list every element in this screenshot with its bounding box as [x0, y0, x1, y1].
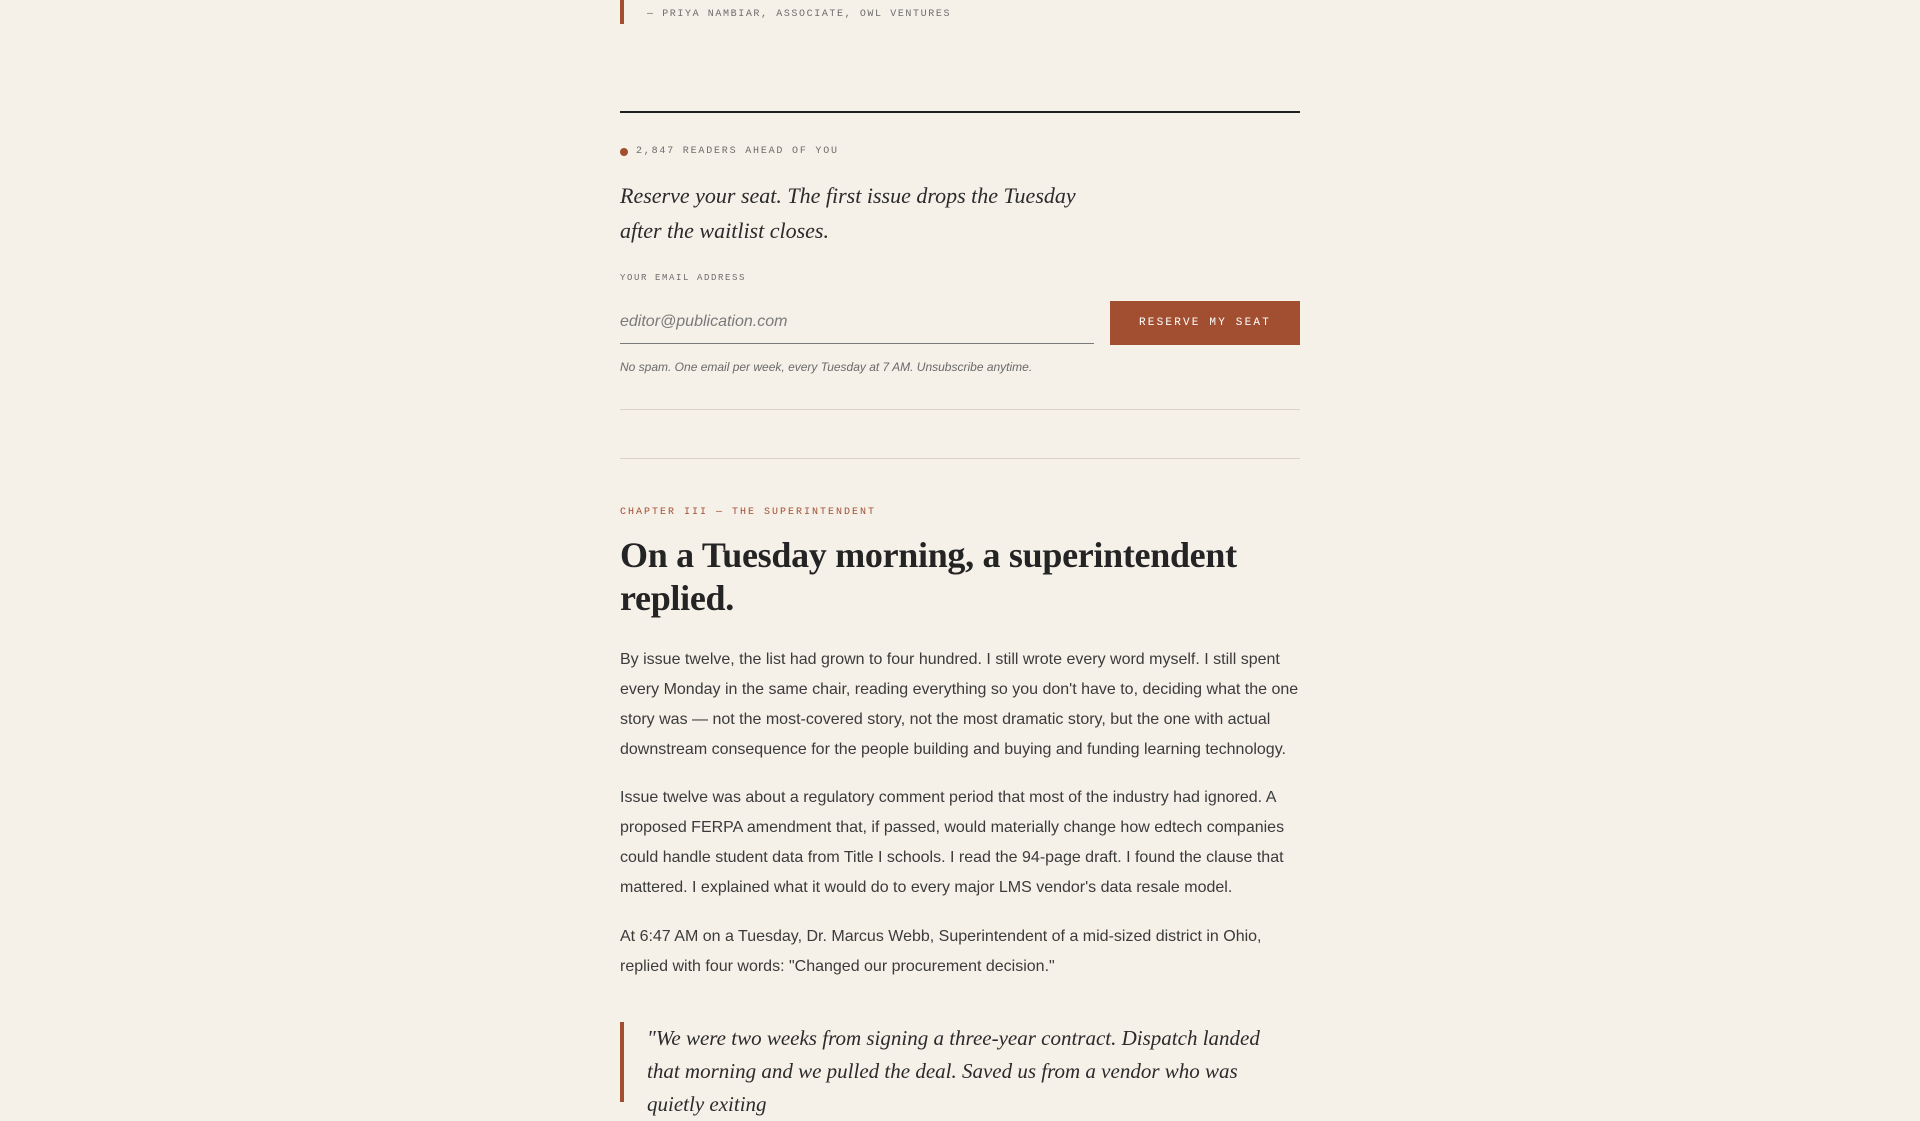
- divider: [620, 458, 1300, 459]
- readers-ahead-count: 2,847 READERS AHEAD OF YOU: [636, 146, 839, 157]
- waitlist-lede: Reserve your seat. The first issue drops the Tuesday after the waitlist closes.: [620, 183, 1076, 243]
- readers-ahead-indicator: [620, 146, 839, 157]
- email-label: YOUR EMAIL ADDRESS: [620, 273, 747, 283]
- email-fineprint: No spam. One email per week, every Tuesday at 7 AM. Unsubscribe anytime.: [620, 360, 1033, 374]
- status-dot-icon: [620, 148, 628, 156]
- pull-quote: [620, 1022, 1300, 1116]
- body-paragraph: At 6:47 AM on a Tuesday, Dr. Marcus Webb, Superintendent of a mid-sized district in Ohio, replied with four words: "Changed our procurement decision.": [620, 928, 1262, 975]
- quote-accent-bar: [620, 0, 624, 24]
- chapter-kicker: CHAPTER III — THE SUPERINTENDENT: [620, 507, 877, 518]
- body-paragraph: Issue twelve was about a regulatory comment period that most of the industry had ignored. A proposed FERPA amendment that, if passed, would materially change how edtech companies could handle student data from Title I schools. I read the 94-page draft. I found the clause that mattered. I explained what it would do to every major LMS vendor's data resale model.: [620, 789, 1285, 896]
- previous-testimonial: [620, 0, 1300, 24]
- reserve-seat-button[interactable]: RESERVE MY SEAT: [1110, 301, 1300, 345]
- email-input[interactable]: [620, 300, 1094, 344]
- testimonial-attribution: — PRIYA NAMBIAR, ASSOCIATE, OWL VENTURES: [647, 9, 952, 20]
- quote-accent-bar: [620, 1022, 624, 1102]
- section-divider: [620, 111, 1300, 113]
- divider: [620, 409, 1300, 410]
- pull-quote-text: "We were two weeks from signing a three-year contract. Dispatch landed that morning and we pulled the deal. Saved us from a vendor who was quietly exiting: [647, 1026, 1260, 1116]
- chapter-headline: On a Tuesday morning, a superintendent replied.: [620, 535, 1237, 618]
- body-paragraph: By issue twelve, the list had grown to four hundred. I still wrote every word myself. I still spent every Monday in the same chair, reading everything so you don't have to, deciding what the one story was — not the most-covered story, not the most dramatic story, but the one with actual downstream consequence for the people building and buying and funding learning technology.: [620, 651, 1299, 758]
